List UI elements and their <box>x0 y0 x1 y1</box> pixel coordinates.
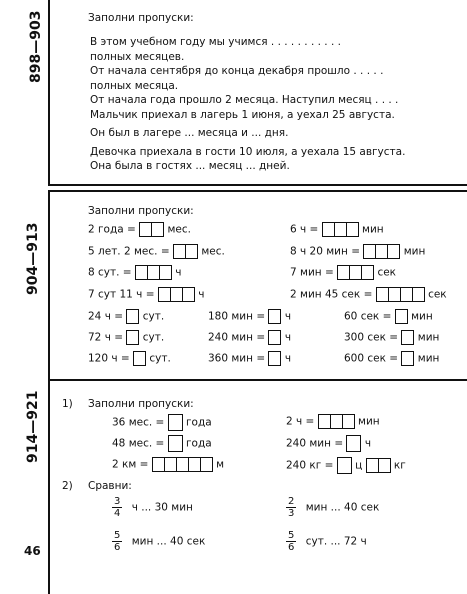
text-line: полных месяца. <box>90 79 179 92</box>
exercise-item: 240 мин = ч <box>286 435 371 452</box>
exercise-item: 6 ч = мин <box>290 223 384 236</box>
task-number: 2) <box>62 480 73 492</box>
text-line: В этом учебном году мы учимся . . . . . . . . . . . <box>90 36 341 48</box>
section-divider <box>48 379 467 381</box>
text-line: Мальчик приехал в лагерь 1 июня, а уехал 25 августа. <box>90 108 395 121</box>
exercise-item: 8 ч 20 мин = мин <box>290 245 426 258</box>
task-heading: Сравни: <box>88 480 132 492</box>
section-divider <box>48 190 467 192</box>
answer-box[interactable] <box>168 435 183 452</box>
answer-box[interactable] <box>268 330 281 345</box>
answer-box[interactable] <box>268 351 281 366</box>
exercise-item: 24 ч = сут. <box>88 310 165 323</box>
answer-box[interactable] <box>135 265 172 280</box>
exercise-item: 7 сут 11 ч = ч <box>88 288 205 301</box>
answer-box[interactable] <box>173 244 198 259</box>
text-line: Девочка приехала в гости 10 июля, а уехала 15 августа. <box>90 145 406 158</box>
compare-item: $\frac{2}{3}$ мин ... 40 сек <box>288 496 380 519</box>
answer-box[interactable] <box>133 351 146 366</box>
exercise-item: 120 ч = сут. <box>88 352 171 365</box>
answer-box[interactable] <box>152 457 213 472</box>
answer-box[interactable] <box>168 414 183 431</box>
text-line: От начала сентября до конца декабря прошло . . . . . <box>90 65 384 77</box>
exercise-item: 2 мин 45 сек = сек <box>290 288 447 301</box>
section-divider <box>48 184 467 186</box>
section-divider-vertical <box>48 379 50 594</box>
section-range-label: 914—921 <box>25 390 41 463</box>
answer-box[interactable] <box>346 435 361 452</box>
task-number: 1) <box>62 398 73 410</box>
exercise-item: 600 сек = мин <box>344 352 440 365</box>
fraction: $\frac{5}{6}$ <box>114 530 121 553</box>
exercise-item: 7 мин = сек <box>290 266 397 279</box>
exercise-item: 360 мин = ч <box>208 352 292 365</box>
text-line: Он был в лагере ... месяца и ... дня. <box>90 127 289 139</box>
answer-box[interactable] <box>401 330 414 345</box>
answer-box[interactable] <box>126 309 139 324</box>
section-divider-vertical <box>48 190 50 380</box>
section-range-label: 898—903 <box>28 10 44 83</box>
page-number: 46 <box>24 544 41 558</box>
section-heading: Заполни пропуски: <box>88 205 194 217</box>
exercise-item: 60 сек = мин <box>344 310 433 323</box>
section-divider-vertical <box>48 0 50 184</box>
answer-box[interactable] <box>366 458 391 473</box>
answer-box[interactable] <box>376 287 425 302</box>
fraction: $\frac{5}{6}$ <box>288 530 295 553</box>
answer-box[interactable] <box>363 244 400 259</box>
answer-box[interactable] <box>337 457 352 474</box>
answer-box[interactable] <box>318 414 355 429</box>
task-heading: Заполни пропуски: <box>88 398 194 410</box>
fraction: $\frac{3}{4}$ <box>114 496 121 519</box>
exercise-item: 2 ч = мин <box>286 415 380 428</box>
exercise-item: 240 мин = ч <box>208 331 292 344</box>
exercise-item: 5 лет. 2 мес. = мес. <box>88 245 225 258</box>
exercise-item: 72 ч = сут. <box>88 331 165 344</box>
compare-item: $\frac{5}{6}$ мин ... 40 сек <box>114 530 206 553</box>
compare-item: $\frac{3}{4}$ ч ... 30 мин <box>114 496 193 519</box>
exercise-item: 48 мес. = года <box>112 435 212 452</box>
section-range-label: 904—913 <box>25 222 41 295</box>
answer-box[interactable] <box>126 330 139 345</box>
exercise-item: 36 мес. = года <box>112 414 212 431</box>
answer-box[interactable] <box>158 287 195 302</box>
answer-box[interactable] <box>395 309 408 324</box>
exercise-item: 240 кг = ц кг <box>286 457 406 474</box>
text-line: От начала года прошло 2 месяца. Наступил месяц . . . . <box>90 94 399 106</box>
answer-box[interactable] <box>268 309 281 324</box>
fraction: $\frac{2}{3}$ <box>288 496 295 519</box>
exercise-item: 8 сут. = ч <box>88 266 182 279</box>
answer-box[interactable] <box>139 222 164 237</box>
answer-box[interactable] <box>337 265 374 280</box>
answer-box[interactable] <box>322 222 359 237</box>
text-line: полных месяцев. <box>90 50 185 63</box>
section-heading: Заполни пропуски: <box>88 12 194 24</box>
exercise-item: 2 км = м <box>112 458 225 471</box>
exercise-item: 2 года = мес. <box>88 223 191 236</box>
exercise-item: 180 мин = ч <box>208 310 292 323</box>
answer-box[interactable] <box>401 351 414 366</box>
compare-item: $\frac{5}{6}$ сут. ... 72 ч <box>288 530 367 553</box>
exercise-item: 300 сек = мин <box>344 331 440 344</box>
text-line: Она была в гостях ... месяц ... дней. <box>90 160 290 172</box>
